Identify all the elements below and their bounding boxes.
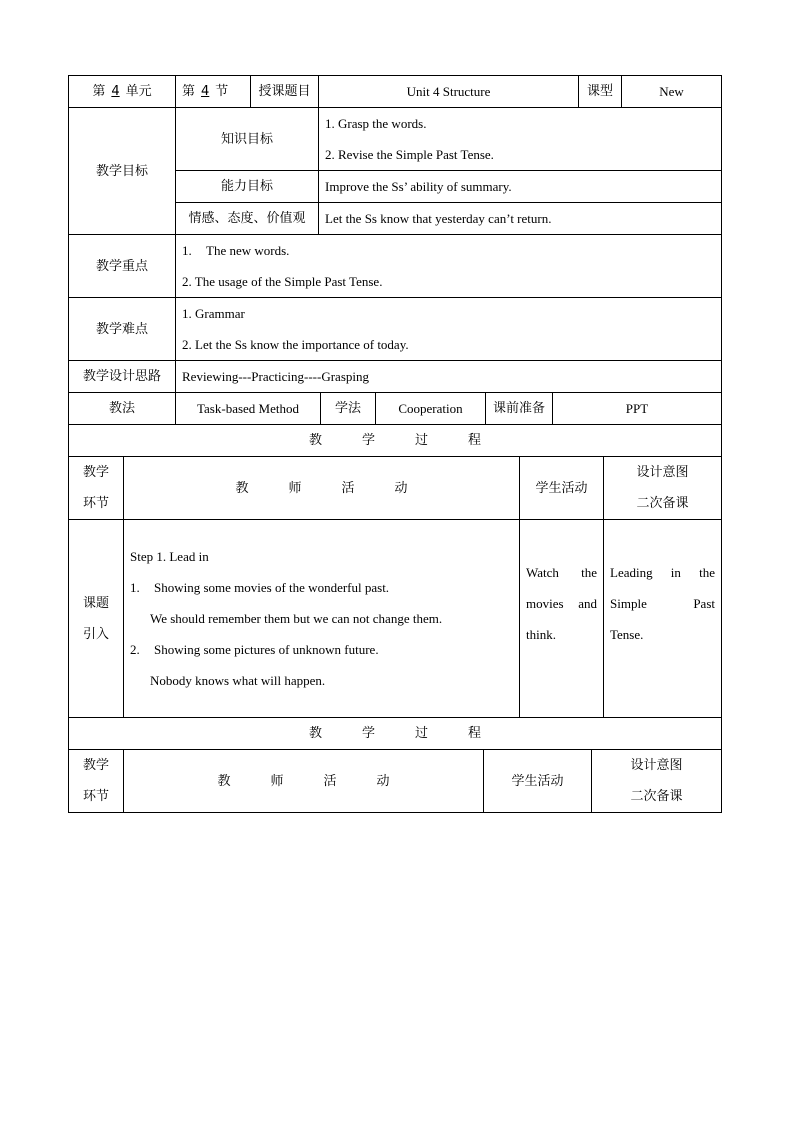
section-number: 4 [201, 84, 210, 99]
ability-label: 能力目标 [176, 171, 319, 203]
difficulties-label: 教学难点 [69, 298, 176, 361]
activity-item: Showing some movies of the wonderful past. [154, 580, 390, 595]
design-intent-header: 设计意图 二次备课 [604, 457, 722, 520]
emotion-label: 情感、态度、价值观 [176, 203, 319, 235]
preparation-value: PPT [553, 393, 722, 425]
process-table [68, 424, 722, 718]
lead-in-student-activity: Watch the movies and think. [520, 520, 604, 718]
design-label: 教学设计思路 [69, 361, 176, 393]
knowledge-item: 1. Grasp the words. [325, 116, 427, 131]
knowledge-item: 2. Revise the Simple Past Tense. [325, 147, 494, 162]
objectives-label: 教学目标 [69, 108, 176, 235]
knowledge-value [319, 108, 722, 171]
preparation-label: 课前准备 [486, 393, 553, 425]
unit-cell: 第 4 单元 [69, 76, 176, 108]
design-intent-header: 设计意图 二次备课 [592, 750, 722, 813]
key-point-number: 1. [182, 243, 192, 258]
student-activity-header: 学生活动 [484, 750, 592, 813]
process-title: 教 学 过 程 [69, 718, 722, 750]
teaching-method-value: Task-based Method [176, 393, 321, 425]
design-value: Reviewing---Practicing----Grasping [176, 361, 722, 393]
lead-in-stage: 课题 引入 [69, 520, 124, 718]
topic-value: Unit 4 Structure [319, 76, 579, 108]
lead-in-design-intent: Leading in the Simple Past Tense. [604, 520, 722, 718]
ability-value: Improve the Ss’ ability of summary. [319, 171, 722, 203]
learning-method-label: 学法 [321, 393, 376, 425]
teaching-method-label: 教法 [69, 393, 176, 425]
activity-sub: We should remember them but we can not change them. [150, 611, 443, 626]
activity-item: Showing some pictures of unknown future. [154, 642, 379, 657]
key-points-value [176, 235, 722, 298]
difficulties-value [176, 298, 722, 361]
student-activity-header: 学生活动 [520, 457, 604, 520]
type-label: 课型 [579, 76, 622, 108]
key-point-item: The new words. [206, 243, 290, 258]
difficulty-item: 2. Let the Ss know the importance of today. [182, 337, 409, 352]
process-title: 教 学 过 程 [69, 425, 722, 457]
type-value: New [622, 76, 722, 108]
stage-header: 教学 环节 [69, 457, 124, 520]
knowledge-label: 知识目标 [176, 108, 319, 171]
teacher-activity-header: 教 师 活 动 [124, 457, 520, 520]
teacher-activity-header: 教 师 活 动 [124, 750, 484, 813]
methods-table [68, 392, 722, 425]
learning-method-value: Cooperation [376, 393, 486, 425]
section-cell: 第 4 节 [176, 76, 251, 108]
process-table-continued [68, 717, 722, 813]
topic-label: 授课题目 [251, 76, 319, 108]
unit-number: 4 [111, 84, 120, 99]
key-point-item: 2. The usage of the Simple Past Tense. [182, 274, 383, 289]
difficulty-item: 1. Grammar [182, 306, 245, 321]
step-title: Step 1. Lead in [130, 549, 209, 564]
lesson-plan-table [68, 75, 722, 393]
key-points-label: 教学重点 [69, 235, 176, 298]
activity-sub: Nobody knows what will happen. [150, 673, 326, 688]
emotion-value: Let the Ss know that yesterday can’t return. [319, 203, 722, 235]
lead-in-teacher-activity: Step 1. Lead in 1. Showing some movies of the wonderful past. We should remember them but we can not change them. 2. Showing some pictures of unknown future. Nobody knows what will happen. [124, 520, 520, 718]
stage-header: 教学 环节 [69, 750, 124, 813]
